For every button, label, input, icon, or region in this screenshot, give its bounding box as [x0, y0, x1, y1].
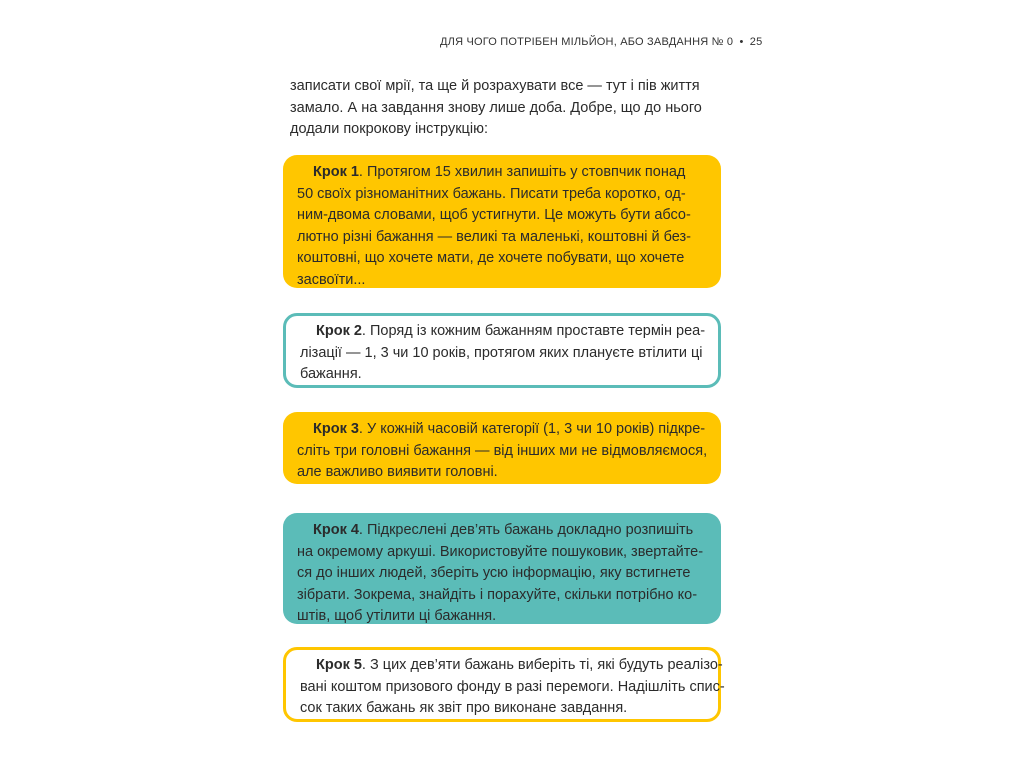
step-3-first-line: Крок 3. У кожній часовій категорії (1, 3 чи 10 років) підкре-: [313, 421, 706, 437]
step-1-line: засвоїти...: [297, 271, 366, 288]
running-header: [440, 36, 763, 48]
intro-line: додали покрокову інструкцію:: [290, 121, 488, 137]
step-1-first-line: Крок 1. Протягом 15 хвилин запишіть у стовпчик понад: [313, 164, 686, 180]
step-1-label: Крок 1: [313, 164, 359, 180]
step-2-line: лізації — 1, 3 чи 10 років, протягом яких плануєте втілити ці: [300, 344, 703, 361]
running-title: ДЛЯ ЧОГО ПОТРІБЕН МІЛЬЙОН, АБО ЗАВДАННЯ № 0: [440, 36, 734, 48]
step-4-line: зібрати. Зокрема, знайдіть і порахуйте, скільки потрібно ко-: [297, 586, 698, 603]
step-1-line: коштовні, що хочете мати, де хочете побувати, що хочете: [297, 250, 685, 266]
step-3-line: але важливо виявити головні.: [297, 464, 498, 480]
step-2-box: [283, 313, 721, 388]
header-separator: •: [739, 36, 744, 48]
step-3-line: сліть три головні бажання — від інших ми не відмовляємося,: [297, 442, 708, 459]
step-1-box: [283, 155, 721, 288]
step-4-box: [283, 513, 721, 624]
step-5-box: [283, 647, 725, 722]
step-3-box: [283, 412, 721, 484]
step-3-label: Крок 3: [313, 421, 359, 437]
step-1-line: 50 своїх різноманітних бажань. Писати треба коротко, од-: [297, 185, 686, 202]
step-4-line: на окремому аркуші. Використовуйте пошуковик, звертайте-: [297, 543, 704, 560]
step-5-line: вані коштом призового фонду в разі перемоги. Надішліть спис-: [300, 678, 725, 695]
step-5-first-line: Крок 5. З цих дев’яти бажань виберіть ті, які будуть реалізо-: [316, 657, 723, 673]
step-2-label: Крок 2: [316, 323, 362, 339]
intro-line: замало. А на завдання знову лише доба. Добре, що до нього: [290, 99, 702, 116]
page-number: 25: [749, 36, 763, 48]
step-4-line: штів, щоб утілити ці бажання.: [297, 608, 497, 624]
step-4-line: ся до інших людей, зберіть усю інформацію, яку встигнете: [297, 565, 691, 581]
step-2-first-line: Крок 2. Поряд із кожним бажанням проставте термін реа-: [316, 323, 706, 339]
step-4-first-line: Крок 4. Підкреслені дев’ять бажань докладно розпишіть: [313, 522, 694, 538]
step-2-line: бажання.: [300, 366, 362, 382]
step-4-label: Крок 4: [313, 522, 359, 538]
intro-paragraph: [290, 76, 720, 141]
step-5-label: Крок 5: [316, 657, 362, 673]
step-1-line: лютно різні бажання — великі та маленькі, коштовні й без-: [297, 228, 691, 245]
step-5-line: сок таких бажань як звіт про виконане завдання.: [300, 700, 628, 716]
intro-line: записати свої мрії, та ще й розрахувати все — тут і пів життя: [290, 78, 700, 94]
step-1-line: ним-двома словами, щоб устигнути. Це можуть бути абсо-: [297, 207, 691, 223]
